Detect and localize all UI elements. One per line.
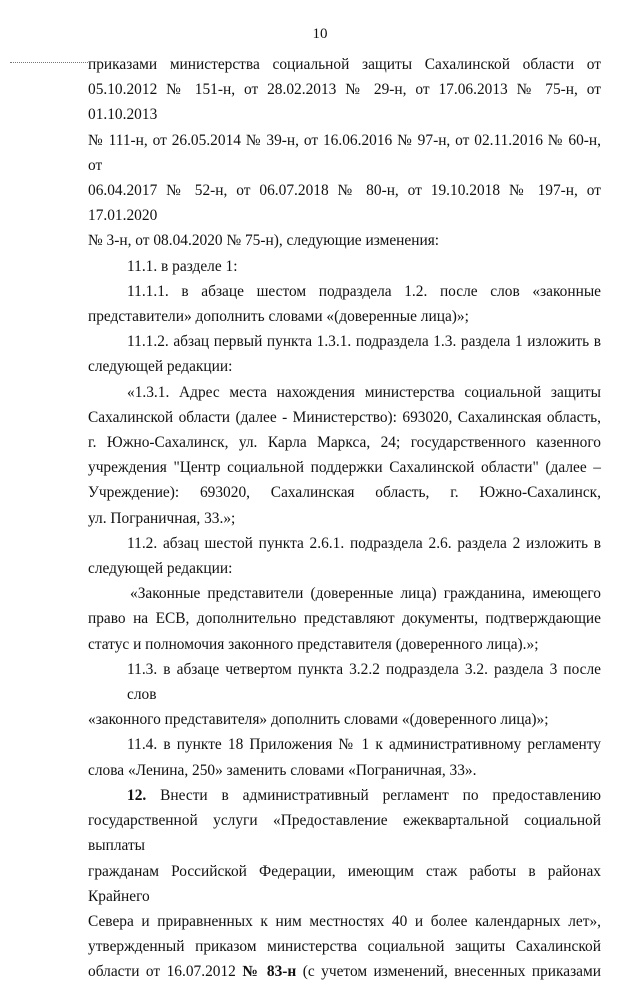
text-line: Сахалинской области (далее - Министерство): 693020, Сахалинская область, (88, 408, 601, 426)
text-line: слова «Ленина, 250» заменить словами «Пограничная, 33». (88, 761, 477, 779)
text-line (88, 783, 601, 808)
text-span: области от 16.07.2012 (88, 963, 236, 981)
text-line: № 111-н, от 26.05.2014 № 39-н, от 16.06.2016 № 97-н, от 02.11.2016 № 60-н, от (88, 131, 601, 174)
text-line: 11.1. в разделе 1: (127, 257, 238, 275)
text-line: 11.3. в абзаце четвертом пункта 3.2.2 подраздела 3.2. раздела 3 после слов (127, 660, 601, 704)
text-line: 11.1.2. абзац первый пункта 1.3.1. подраздела 1.3. раздела 1 изложить в (127, 333, 601, 351)
text-line: Севера и приравненных к ним местностях 40 и более календарных лет», (88, 912, 601, 930)
text-line: следующей редакции: (88, 560, 233, 578)
text-line: учреждения "Центр социальной поддержки Сахалинской области" (далее – (88, 459, 601, 477)
text-line: 11.4. в пункте 18 Приложения № 1 к административному регламенту (127, 736, 601, 754)
text-line: следующей редакции: (88, 358, 233, 376)
text-line: «1.3.1. Адрес места нахождения министерства социальной защиты (127, 383, 601, 401)
text-line: Учреждение): 693020, Сахалинская область, г. Южно-Сахалинск, (88, 484, 601, 502)
text-line (88, 959, 601, 984)
text-line: 11.1.1. в абзаце шестом подраздела 1.2. после слов «законные (127, 282, 601, 300)
text-line: представители» дополнить словами «(доверенные лица)»; (88, 308, 469, 326)
text-line: утвержденный приказом министерства социальной защиты Сахалинской (88, 938, 601, 956)
document-body (88, 52, 601, 985)
text-line: № 3-н, от 08.04.2020 № 75-н), следующие изменения: (88, 232, 440, 250)
margin-dots (10, 62, 88, 63)
text-line: гражданам Российской Федерации, имеющим стаж работы в районах Крайнего (88, 862, 601, 905)
text-span: Внести в административный регламент по предоставлению (160, 786, 601, 804)
text-line: 05.10.2012 № 151-н, от 28.02.2013 № 29-н, от 17.06.2013 № 75-н, от 01.10.2013 (88, 81, 601, 124)
text-line: государственной услуги «Предоставление ежеквартальной социальной выплаты (88, 812, 601, 855)
text-line: приказами министерства социальной защиты Сахалинской области от (88, 56, 601, 73)
text-line: 06.04.2017 № 52-н, от 06.07.2018 № 80-н, от 19.10.2018 № 197-н, от 17.01.2020 (88, 182, 601, 225)
text-span: (с учетом изменений, внесенных приказами (302, 963, 601, 981)
text-line: право на ЕСВ, дополнительно представляют документы, подтверждающие (88, 610, 601, 628)
order-number-bold: № 83-н (242, 963, 297, 981)
text-line: 11.2. абзац шестой пункта 2.6.1. подраздела 2.6. раздела 2 изложить в (127, 534, 601, 552)
page-number: 10 (312, 26, 328, 42)
text-line: «законного представителя» дополнить словами «(доверенного лица)»; (88, 711, 549, 729)
text-line: «Законные представители (доверенные лица) гражданина, имеющего (130, 585, 601, 603)
text-line: статус и полномочия законного представителя (доверенного лица).»; (88, 635, 539, 653)
text-line: г. Южно-Сахалинск, ул. Карла Маркса, 24; государственного казенного (88, 434, 601, 452)
text-line: ул. Пограничная, 33.»; (88, 509, 236, 527)
item-12-number: 12. (127, 786, 147, 804)
